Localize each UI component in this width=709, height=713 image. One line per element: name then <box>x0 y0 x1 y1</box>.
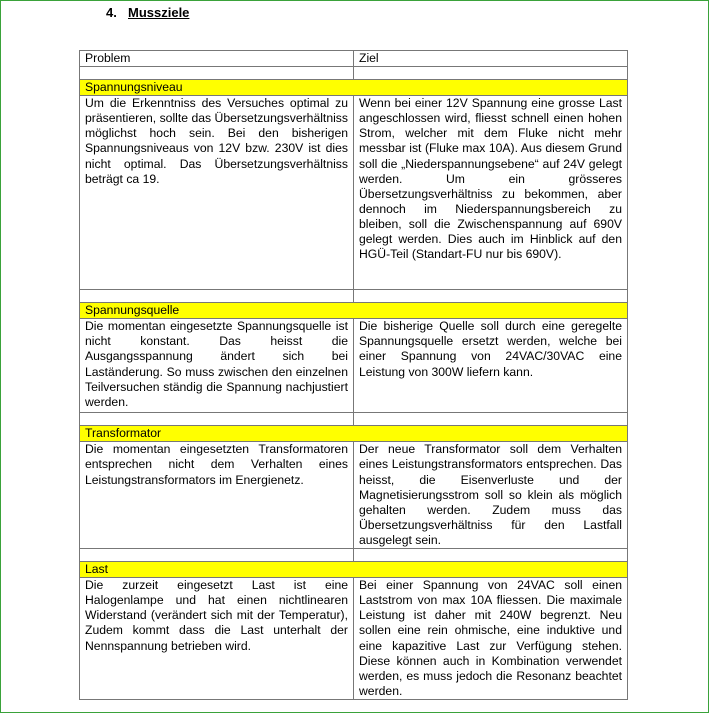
section-row-transformator <box>80 426 628 442</box>
problem-cell: Die zurzeit eingesetzt Last ist eine Halogenlampe und hat einen nichtlinearen Widerstand (verändert sich mit der Temperatur), Zudem kommt dass die Last unterhalt der Nennspannung betrieben wird. <box>80 578 354 700</box>
column-header-problem: Problem <box>80 51 354 67</box>
table-row <box>80 578 628 700</box>
table-row <box>80 319 628 413</box>
section-row-spannungsquelle <box>80 303 628 319</box>
ziel-cell: Wenn bei einer 12V Spannung eine grosse Last angeschlossen wird, fliesst schnell einen hohen Strom, welcher mit dem Fluke nicht mehr messbar ist (Fluke max 10A). Aus diesem Grund soll die „Niederspannungsebene“ auf 24V gelegt werden. Um ein grösseres Übersetzungsverhältniss zu bekommen, aber dennoch im Niederspannungsbereich zu bleiben, soll die Zwischenspannung auf 690V gelegt werden. Dies auch im Hinblick auf den HGÜ-Teil (Standart-FU nur bis 690V). <box>354 96 628 290</box>
spacer-row <box>80 67 628 80</box>
section-row-last <box>80 562 628 578</box>
section-title-spannungsniveau: Spannungsniveau <box>80 80 628 96</box>
problem-cell: Die momentan eingesetzten Transformatoren entsprechen nicht dem Verhalten eines Leistungstransformators im Energienetz. <box>80 442 354 549</box>
spacer-row <box>80 290 628 303</box>
section-title-transformator: Transformator <box>80 426 628 442</box>
section-title: Mussziele <box>128 5 190 20</box>
ziel-cell: Der neue Transformator soll dem Verhalten eines Leistungstransformators entsprechen. Das heisst, die Eisenverluste und der Magnetisierungsstrom soll so klein als möglich gehalten werden. Zudem muss das Übersetzungsverhältniss für den Lastfall ausgelegt sein. <box>354 442 628 549</box>
problem-cell: Die momentan eingesetzte Spannungsquelle ist nicht konstant. Das heisst die Ausgangsspannung ändert sich bei Laständerung. So muss zwischen den einzelnen Teilversuchen ständig die Spannung nachjustiert werden. <box>80 319 354 413</box>
header-row <box>80 51 628 67</box>
ziel-cell: Die bisherige Quelle soll durch eine geregelte Spannungsquelle ersetzt werden, welche bei einer Spannung von 24VAC/30VAC eine Leistung von 300W liefern kann. <box>354 319 628 413</box>
mussziele-table <box>79 50 628 700</box>
problem-cell: Um die Erkenntniss des Versuches optimal zu präsentieren, sollte das Übersetzungsverhältniss möglichst hoch sein. Bei den bisherigen Spannungsniveaus von 12V bzw. 230V ist dies nicht optimal. Das Übersetzungsverhältniss beträgt ca 19. <box>80 96 354 290</box>
table-row <box>80 442 628 549</box>
spacer-row <box>80 549 628 562</box>
section-title-spannungsquelle: Spannungsquelle <box>80 303 628 319</box>
column-header-ziel: Ziel <box>354 51 628 67</box>
section-row-spannungsniveau <box>80 80 628 96</box>
spacer-row <box>80 413 628 426</box>
section-heading <box>106 5 189 20</box>
section-title-last: Last <box>80 562 628 578</box>
section-number: 4. <box>106 5 117 20</box>
table-row <box>80 96 628 290</box>
ziel-cell: Bei einer Spannung von 24VAC soll einen Laststrom von max 10A fliessen. Die maximale Leistung ist daher mit 240W begrenzt. Neu sollen eine rein ohmische, eine induktive und eine kapazitive Last zur Verfügung stehen. Diese können auch in Kombination verwendet werden, es muss jedoch die Resonanz beachtet werden. <box>354 578 628 700</box>
